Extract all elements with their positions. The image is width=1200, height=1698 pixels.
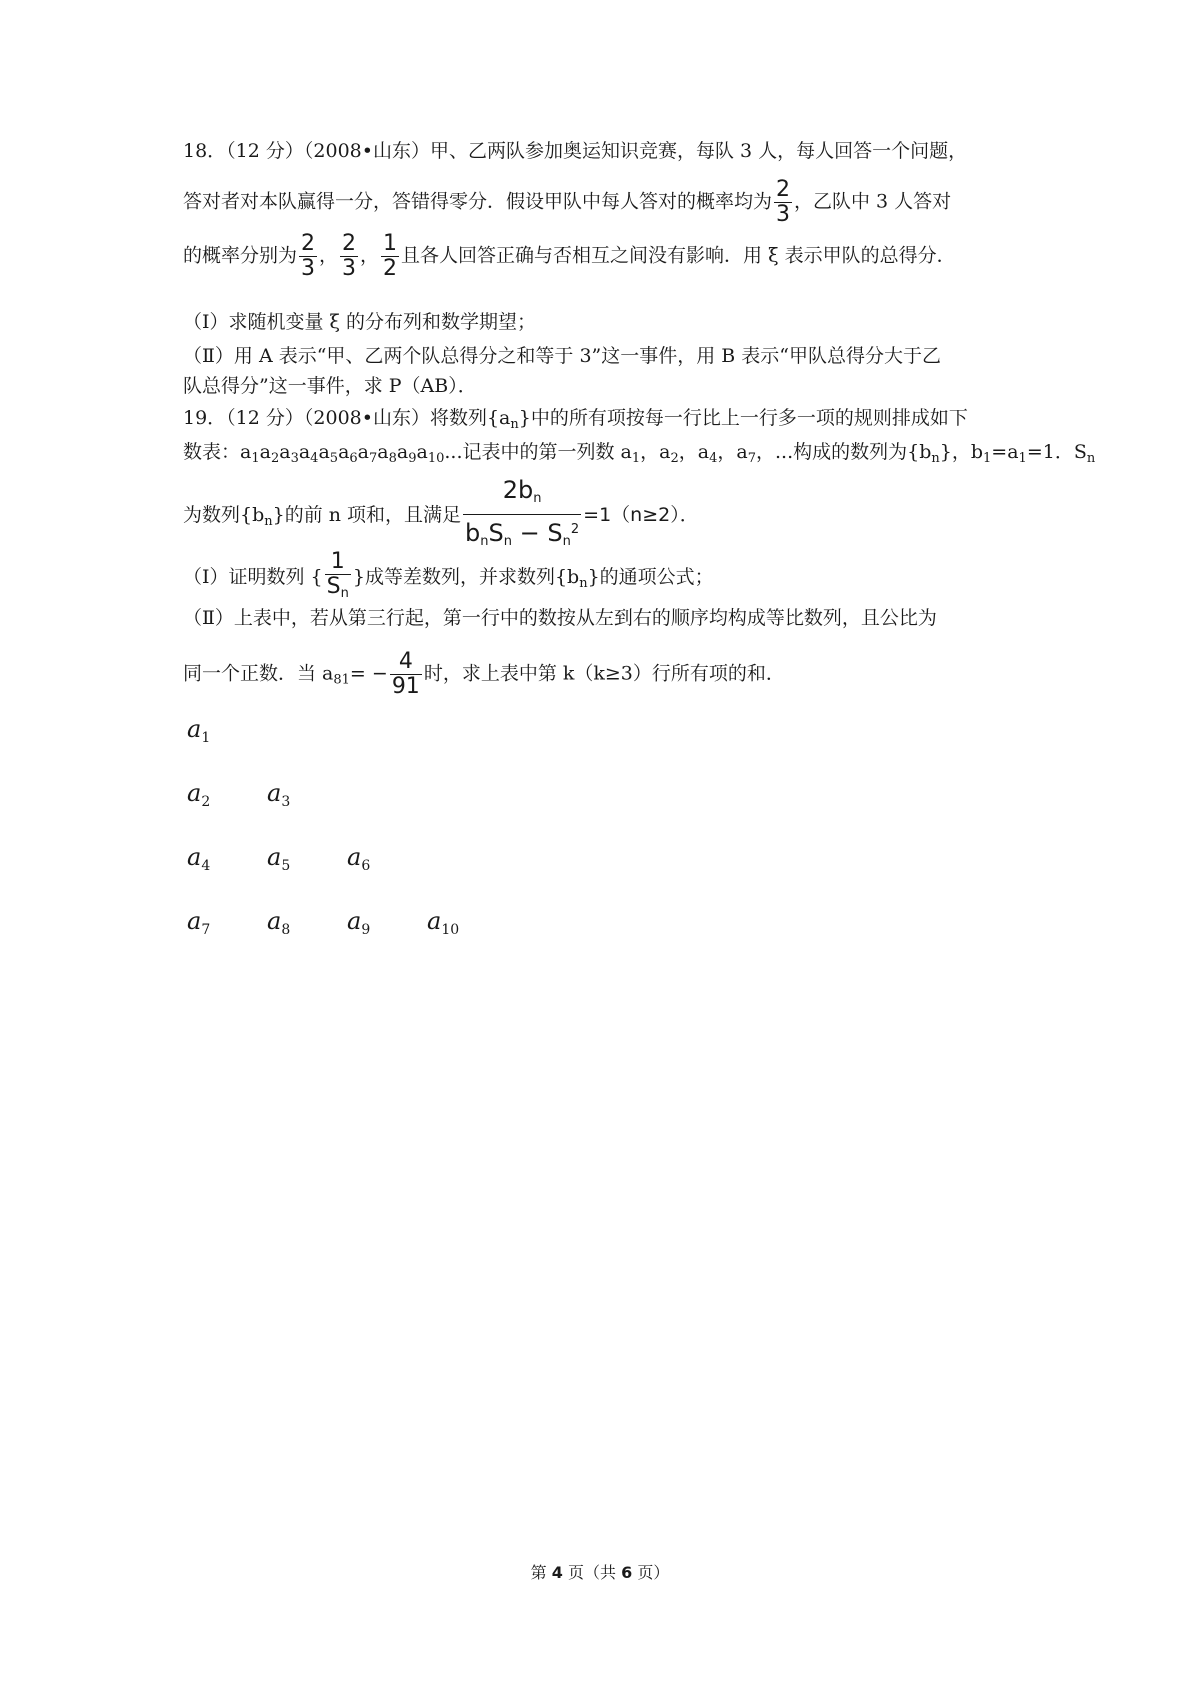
- inline-column-terms: [631, 441, 775, 466]
- seq-letter: a: [318, 441, 330, 463]
- table-cell: [187, 779, 210, 810]
- cell-subscript: 1: [201, 730, 211, 746]
- subscript: 8: [388, 451, 397, 466]
- subscript: 2: [670, 451, 679, 466]
- subscript: 3: [290, 451, 299, 466]
- table-cell: [267, 907, 290, 938]
- q19-line2-rest3: =a: [991, 441, 1019, 463]
- q19-line1-end: }中的所有项按每一行比上一行多一项的规则排成如下: [518, 407, 968, 429]
- condition-numerator: [463, 475, 581, 515]
- separator: ，: [755, 441, 775, 463]
- fraction-four-over-ninetyone: [390, 650, 422, 699]
- frac-den: [325, 575, 351, 606]
- seq-letter: a: [338, 441, 350, 463]
- eq-den-s: S: [488, 519, 504, 547]
- page-footer: [0, 1560, 1200, 1583]
- frac-num: 2: [342, 231, 357, 256]
- subscript: 7: [747, 451, 756, 466]
- fraction-one-over-sn: [325, 550, 351, 606]
- subscript: 1: [251, 451, 260, 466]
- q19-part1-end2: }的通项公式；: [587, 566, 714, 588]
- subscript: n: [503, 534, 513, 549]
- frac-num: 4: [390, 650, 422, 675]
- fraction-two-thirds-b: [340, 232, 358, 281]
- q18-part2a-text: （Ⅱ）用 A 表示“甲、乙两个队总得分之和等于 3”这一事件，用 B 表示“甲队总得分大于乙: [183, 345, 942, 367]
- subscript-81: 81: [333, 672, 350, 688]
- subscript: 10: [427, 451, 445, 466]
- separator: ，a: [678, 441, 710, 463]
- cell-subscript: 7: [201, 922, 211, 938]
- q18-line3-start: 的概率分别为: [183, 244, 298, 267]
- cell-subscript: 8: [281, 922, 291, 938]
- q19-line2-rest2: }，b: [939, 441, 984, 463]
- table-cell: [187, 715, 210, 746]
- frac-num: 1: [383, 231, 398, 256]
- comma: ，: [319, 244, 339, 267]
- q19-part1: [183, 549, 1023, 601]
- q19-line3: [183, 475, 1023, 549]
- q18-heading-text: 18．（12 分）（2008•山东）甲、乙两队参加奥运知识竞赛，每队 3 人，每人回答一个问题，: [183, 140, 968, 162]
- fraction-one-half: [381, 232, 399, 281]
- table-cell: [347, 907, 370, 938]
- q18-line2-after: ，乙队中 3 人答对: [794, 190, 952, 213]
- subscript: n: [579, 576, 588, 591]
- q19-heading-text: 19．（12 分）（2008•山东）将数列{a: [183, 407, 511, 429]
- cell-subscript: 4: [201, 858, 211, 874]
- q19-line2-mid: ...记表中的第一列数 a: [444, 441, 632, 463]
- frac-den-text: S: [326, 574, 341, 599]
- q18-line2: [183, 177, 1023, 227]
- q18-part2-line1: [183, 342, 1023, 370]
- eq-den-minus-s: − S: [512, 519, 563, 547]
- subscript: 1: [1018, 451, 1027, 466]
- fraction-two-thirds-a: [299, 232, 317, 281]
- subscript: n: [533, 491, 542, 506]
- table-cell: [347, 843, 370, 874]
- eq-num-text: 2b: [502, 476, 534, 504]
- cell-subscript: 5: [281, 858, 291, 874]
- cell-letter: a: [347, 907, 362, 935]
- q19-line2-rest: ...构成的数列为{b: [775, 441, 932, 463]
- subscript: 1: [983, 451, 992, 466]
- subscript: 4: [709, 451, 718, 466]
- condition-rhs: =1（n≥2）．: [583, 504, 699, 526]
- footer-pre: 第: [530, 1563, 552, 1582]
- q19-part2a-text: （Ⅱ）上表中，若从第三行起，第一行中的数按从左到右的顺序均构成等比数列，且公比为: [183, 607, 937, 629]
- q18-part2b-text: 队总得分”这一事件，求 P（AB）．: [183, 375, 477, 397]
- subscript: n: [931, 451, 940, 466]
- q19-part2b-start: 同一个正数．当 a: [183, 662, 334, 685]
- seq-letter: a: [396, 441, 409, 463]
- separator: ，a: [717, 441, 748, 463]
- frac-den: 91: [391, 674, 420, 699]
- frac-num: 2: [301, 231, 316, 256]
- q18-part1: [183, 308, 1023, 336]
- seq-letter: a: [377, 441, 389, 463]
- cell-letter: a: [187, 779, 202, 807]
- superscript-two: 2: [570, 522, 580, 537]
- subscript: n: [480, 534, 489, 549]
- q18-part1-text: （Ⅰ）求随机变量 ξ 的分布列和数学期望；: [183, 311, 537, 333]
- subscript: 1: [631, 451, 641, 466]
- subscript: n: [510, 417, 519, 432]
- cell-letter: a: [267, 843, 282, 871]
- frac-den: 3: [342, 256, 357, 281]
- subscript: n: [340, 586, 349, 601]
- q19-part1-end: }成等差数列，并求数列{b: [352, 566, 580, 588]
- table-cell: [187, 843, 210, 874]
- cell-subscript: 2: [201, 794, 211, 810]
- page-number: 4: [551, 1563, 563, 1582]
- q19-line2-rest4: =1．S: [1026, 441, 1087, 463]
- q18-line2-text: 答对者对本队赢得一分，答错得零分．假设甲队中每人答对的概率均为: [183, 190, 773, 213]
- q19-line1: [183, 404, 1023, 439]
- subscript: n: [562, 534, 571, 549]
- subscript: 7: [369, 451, 378, 466]
- cell-letter: a: [267, 907, 282, 935]
- cell-subscript: 6: [361, 858, 371, 874]
- condition-fraction: [463, 475, 581, 557]
- cell-letter: a: [347, 843, 362, 871]
- footer-post: 页）: [632, 1563, 670, 1582]
- subscript: n: [1086, 451, 1096, 466]
- table-cell: [267, 779, 290, 810]
- seq-letter: a: [416, 441, 428, 463]
- subscript: n: [264, 514, 273, 529]
- cell-letter: a: [187, 715, 202, 743]
- frac-den: 2: [383, 256, 398, 281]
- seq-letter: a: [298, 441, 311, 463]
- subscript: 2: [270, 451, 280, 466]
- inline-sequence: [240, 441, 445, 466]
- eq-den-b: b: [465, 519, 481, 547]
- frac-den: 3: [776, 202, 791, 227]
- comma: ，: [360, 244, 380, 267]
- seq-letter: a: [240, 441, 252, 463]
- subscript: 5: [329, 451, 339, 466]
- seq-letter: a: [259, 441, 271, 463]
- q19-line3-start: 为数列{b: [183, 504, 265, 526]
- seq-letter: a: [279, 441, 291, 463]
- cell-subscript: 3: [281, 794, 291, 810]
- separator: ，a: [640, 441, 671, 463]
- q19-part1-start: （Ⅰ）证明数列 {: [183, 566, 323, 588]
- q19-part2-line2: [183, 649, 1023, 699]
- equals-minus: = −: [349, 662, 388, 685]
- cell-subscript: 10: [441, 922, 460, 938]
- table-cell: [267, 843, 290, 874]
- q18-line3: [183, 232, 1023, 280]
- q18-line3-end: 且各人回答正确与否相互之间没有影响．用 ξ 表示甲队的总得分．: [401, 244, 956, 267]
- q19-line3-mid: }的前 n 项和，且满足: [272, 504, 462, 526]
- subscript: 6: [349, 451, 358, 466]
- q19-line2-start: 数表：: [183, 441, 241, 463]
- subscript: 9: [408, 451, 417, 466]
- frac-num: 2: [776, 177, 791, 202]
- cell-letter: a: [187, 843, 202, 871]
- cell-subscript: 9: [361, 922, 371, 938]
- cell-letter: a: [427, 907, 442, 935]
- q19-part2b-end: 时，求上表中第 k（k≥3）行所有项的和．: [423, 662, 785, 685]
- total-pages: 6: [621, 1563, 633, 1582]
- q18-line1: [183, 137, 1023, 165]
- q18-part2-line2: [183, 372, 1023, 400]
- fraction-two-thirds: [774, 178, 792, 227]
- q19-part2-line1: [183, 604, 1023, 632]
- cell-letter: a: [267, 779, 282, 807]
- table-cell: [427, 907, 459, 938]
- q19-line2: [183, 438, 1096, 473]
- footer-mid: 页（共: [562, 1563, 622, 1582]
- frac-num: 1: [325, 550, 351, 575]
- frac-den: 3: [301, 256, 316, 281]
- subscript: 4: [310, 451, 319, 466]
- table-cell: [187, 907, 210, 938]
- seq-letter: a: [357, 441, 369, 463]
- cell-letter: a: [187, 907, 202, 935]
